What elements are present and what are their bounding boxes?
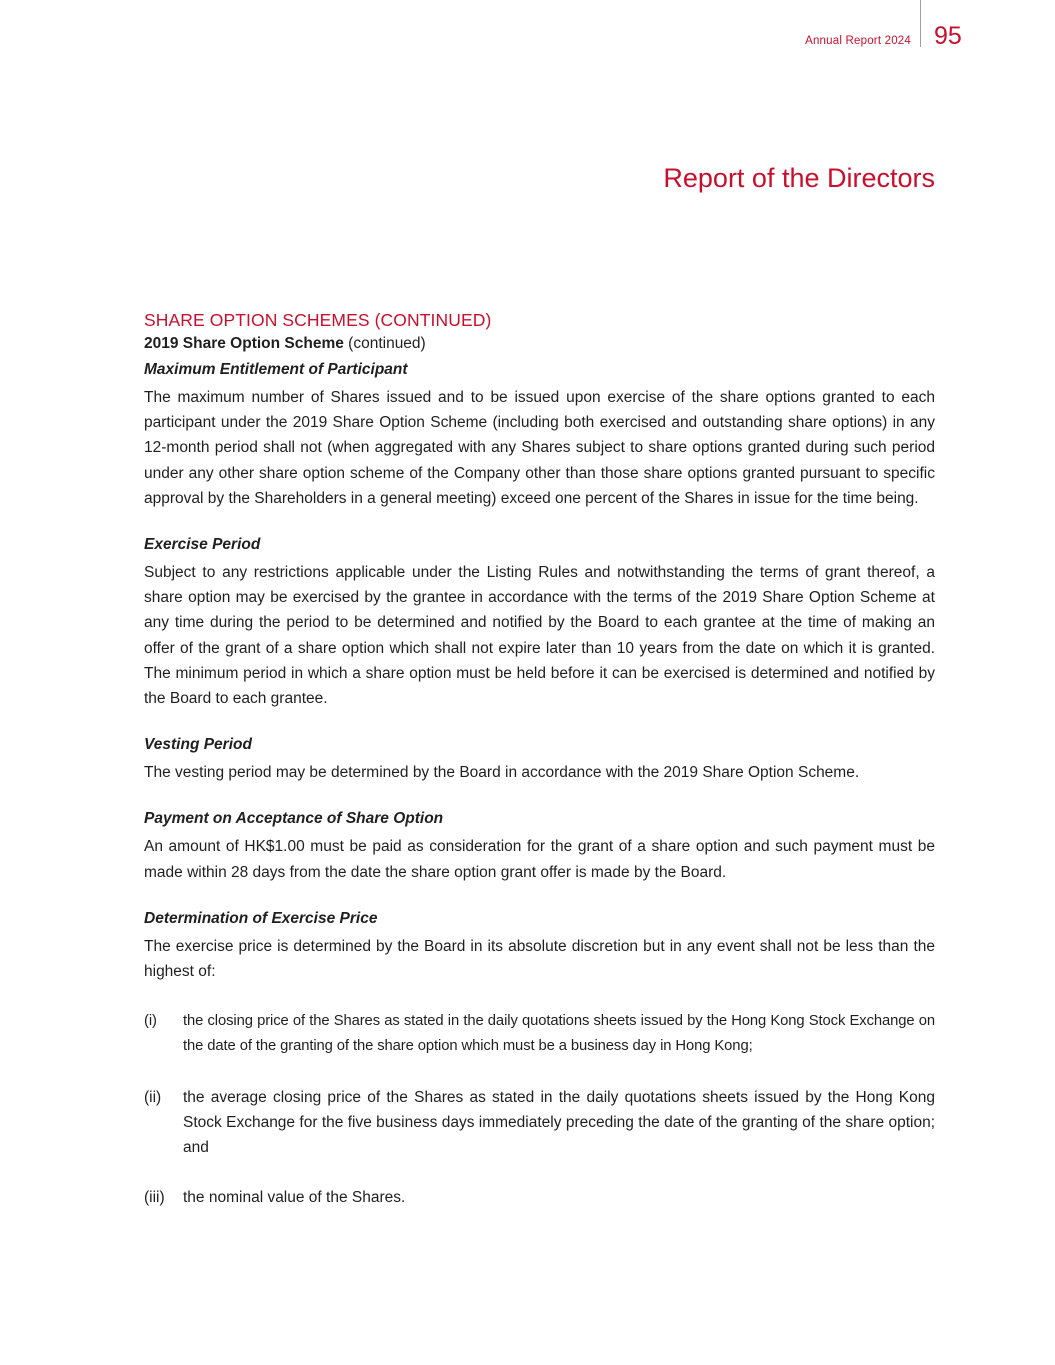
sub-heading-bold: 2019 Share Option Scheme [144, 335, 344, 352]
max-entitlement-title: Maximum Entitlement of Participant [144, 361, 408, 378]
exercise-price-title: Determination of Exercise Price [144, 909, 378, 927]
list-marker: (i) [144, 1013, 157, 1030]
exercise-price-list [144, 1009, 935, 1210]
exercise-period-text: Subject to any restrictions applicable under the Listing Rules and notwithstanding the terms of grant thereof, a share option may be exercised by the grantee in accordance with the terms of the 2019 Share Option Scheme at any time during the period to be determined and notified by the Board to each grantee at the time of making an offer of the grant of a share option which shall not expire later than 10 years from the date on which it is granted. The minimum period in which a share option must be held before it can be exercised is determined and notified by the Board to each grantee. [144, 564, 935, 708]
list-item [144, 1185, 935, 1210]
list-marker: (ii) [144, 1088, 162, 1106]
header-report-name: Annual Report 2024 [805, 35, 911, 47]
header-page-number: 95 [934, 22, 962, 50]
list-marker: (iii) [144, 1189, 165, 1207]
page-title: Report of the Directors [663, 163, 935, 193]
vesting-period-text: The vesting period may be determined by the Board in accordance with the 2019 Share Option Scheme. [144, 764, 860, 782]
list-text: the closing price of the Shares as stated in the daily quotations sheets issued by the Hong Kong Stock Exchange on the date of the granting of the share option which must be a business day in Hong Kong; [183, 1013, 935, 1055]
main-content [144, 310, 935, 1235]
list-item [144, 1009, 935, 1059]
sub-heading-suffix: (continued) [343, 335, 426, 352]
exercise-price-text: The exercise price is determined by the Board in its absolute discretion but in any event shall not be less than the highest of: [144, 937, 935, 981]
max-entitlement-text: The maximum number of Shares issued and to be issued upon exercise of the share options granted to each participant under the 2019 Share Option Scheme (including both exercised and outstanding share options) in any 12-month period shall not (when aggregated with any Shares subject to share options granted during such period under any other share option scheme of the Company other than those share options granted pursuant to specific approval by the Shareholders in a general meeting) exceed one percent of the Shares in issue for the time being. [144, 389, 935, 507]
payment-title: Payment on Acceptance of Share Option [144, 810, 444, 828]
list-text: the nominal value of the Shares. [183, 1189, 406, 1207]
header-divider [920, 0, 921, 47]
list-item [144, 1085, 935, 1161]
vesting-period-title: Vesting Period [144, 736, 252, 754]
exercise-period-title: Exercise Period [144, 536, 261, 554]
list-text: the average closing price of the Shares as stated in the daily quotations sheets issued by the Hong Kong Stock Exchange for the five business days immediately preceding the date of the granting of the share option; and [183, 1088, 935, 1157]
sub-heading [144, 335, 935, 353]
section-heading: SHARE OPTION SCHEMES (CONTINUED) [144, 310, 492, 330]
payment-text: An amount of HK$1.00 must be paid as consideration for the grant of a share option and such payment must be made within 28 days from the date the share option grant offer is made by the Board. [144, 838, 935, 881]
